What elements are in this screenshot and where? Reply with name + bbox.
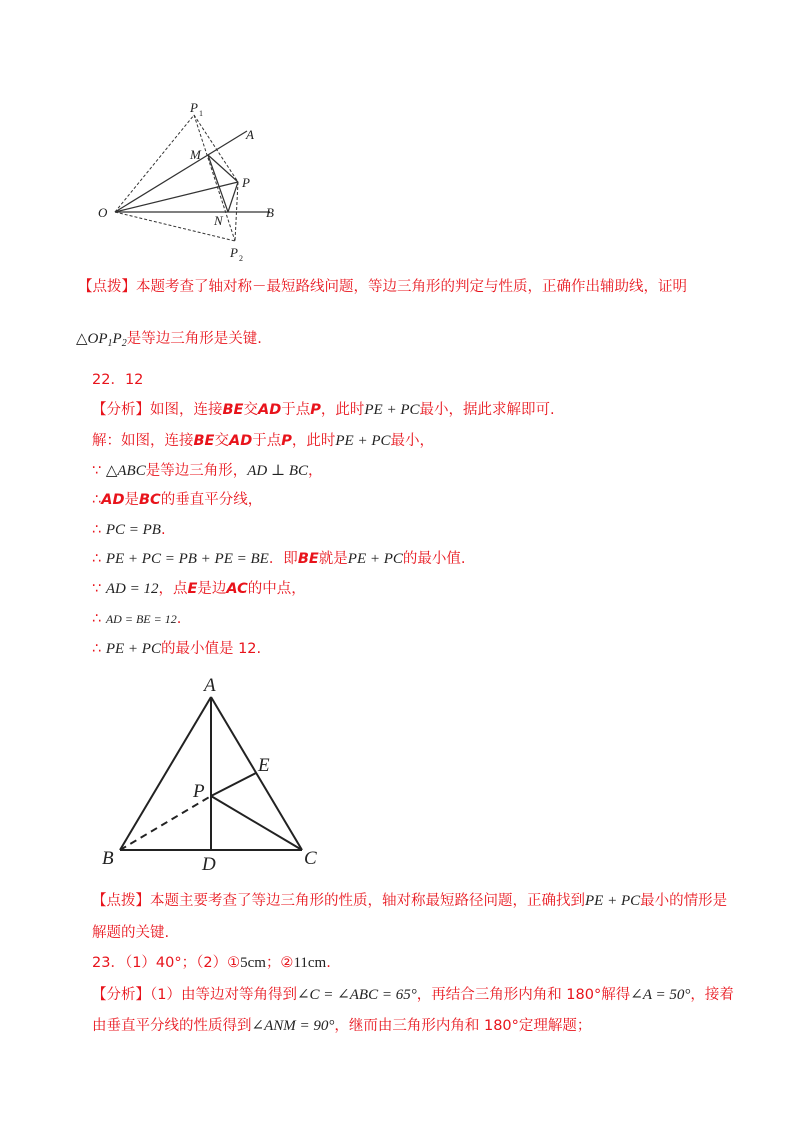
note1-text2: 是等边三角形是关键. (126, 331, 262, 347)
label-p: P (193, 781, 205, 802)
figure-equilateral-triangle (96, 672, 336, 882)
q22-analysis-t1: 如图，连接 (150, 402, 223, 418)
note2-bracket: 【点拨】 (92, 893, 150, 909)
side-ac (211, 697, 302, 850)
q22-line1 (92, 461, 323, 481)
q22-sol-t3: 于点 (252, 433, 282, 449)
q22-line2 (92, 490, 262, 510)
therefore-symbol: ∴ (92, 641, 102, 657)
q22-l4-t3: 的最小值. (402, 551, 466, 567)
because-symbol: ∵ (92, 463, 102, 479)
q22-l3-expr: PC = PB (105, 522, 161, 538)
note1-line2 (76, 329, 262, 354)
q22-line3 (92, 520, 166, 540)
q22-analysis-bracket: 【分析】 (92, 402, 150, 418)
q22-line7 (92, 639, 261, 659)
q22-analysis-be: BE (222, 402, 244, 418)
segment-pe (211, 773, 256, 796)
note1-sub2: 2 (121, 338, 127, 349)
q22-analysis (92, 400, 555, 420)
q22-analysis-t3: 于点 (281, 402, 311, 418)
label-a: A (246, 127, 254, 142)
note1-sub1: 1 (107, 338, 113, 349)
q23-answer (92, 953, 331, 973)
label-c: C (304, 848, 317, 869)
label-b: B (102, 848, 114, 869)
q23-analysis-expr2: ∠A = 50° (630, 987, 691, 1003)
side-ab (120, 697, 211, 850)
figure-symmetry-diagram (90, 95, 300, 265)
q22-sol-t4: ，此时 (291, 433, 336, 449)
q23-a1: 5cm (240, 955, 266, 971)
q22-l2-ad: AD (101, 492, 125, 508)
label-n: N (214, 213, 223, 228)
q22-l5-t3: 的中点， (247, 581, 306, 597)
q22-line6 (92, 609, 181, 629)
label-a: A (204, 675, 216, 696)
q22-analysis-p: P (310, 402, 321, 418)
q22-sol-be: BE (193, 433, 215, 449)
dash-pb (120, 796, 211, 850)
label-o: O (98, 205, 108, 220)
therefore-symbol: ∴ (92, 522, 102, 538)
q22-l2-bc: BC (139, 492, 161, 508)
q22-l5-e: E (187, 581, 198, 597)
q22-l4-be: BE (297, 551, 319, 567)
q22-l6-expr: AD = BE = 12 (105, 612, 177, 626)
note1-text1: 本题考查了轴对称－最短路线问题，等边三角形的判定与性质，正确作出辅助线，证明 (136, 279, 687, 295)
therefore-symbol: ∴ (92, 551, 102, 567)
q22-l1-expr: AD ⊥ BC (247, 463, 308, 479)
therefore-symbol: ∴ (92, 611, 102, 627)
q22-l4-expr: PE + PC = PB + PE = BE (105, 551, 269, 567)
q22-l5-ac: AC (226, 581, 248, 597)
q22-l1-t2: ， (308, 463, 323, 479)
q22-sol-t5: 最小， (390, 433, 434, 449)
q22-l5-t1: ，点 (158, 581, 188, 597)
q23-analysis-expr3: ∠ANM = 90° (251, 1018, 335, 1034)
q23-analysis-t2: ，再结合三角形内角和 180°解得 (416, 987, 631, 1003)
q22-sol-ad: AD (228, 433, 253, 449)
q22-analysis-t2: 交 (243, 402, 258, 418)
q22-sol-p: P (281, 433, 292, 449)
q23-analysis-bracket: 【分析】 (92, 987, 150, 1003)
because-symbol: ∵ (92, 581, 102, 597)
label-b: B (266, 205, 274, 220)
q22-l5-expr: AD = 12 (105, 581, 159, 597)
q23-t2: ；② (265, 955, 294, 971)
note1-bracket: 【点拨】 (78, 279, 136, 295)
therefore-symbol: ∴ (92, 492, 102, 508)
q22-sol-expr: PE + PC (335, 433, 391, 449)
label-e: E (258, 755, 270, 776)
q23-analysis-t1: （1）由等边对等角得到 (150, 987, 297, 1003)
label-p1-sub: 1 (199, 109, 203, 118)
q22-analysis-t4: ，此时 (320, 402, 365, 418)
note1-line1 (78, 277, 687, 297)
q22-number: 22．12 (92, 372, 144, 388)
segment-pc (211, 796, 302, 850)
q22-l4-t2: 就是 (318, 551, 348, 567)
q23-analysis-line1 (92, 985, 734, 1005)
note2-line2: 解题的关键. (92, 925, 170, 941)
q22-l6-t1: . (176, 611, 182, 627)
q22-l1-tri: △ABC (105, 463, 146, 479)
q22-solution (92, 431, 434, 451)
q23-analysis-expr1: ∠C = ∠ABC = 65° (296, 987, 417, 1003)
q22-line5 (92, 579, 306, 599)
q22-analysis-expr: PE + PC (364, 402, 420, 418)
q23-analysis-t5: ，继而由三角形内角和 180°定理解题； (334, 1018, 592, 1034)
q22-l1-t1: 是等边三角形， (145, 463, 248, 479)
q22-sol-t1: 解：如图，连接 (92, 433, 194, 449)
label-p2: P (230, 245, 238, 260)
q22-l3-t1: . (160, 522, 166, 538)
q22-l7-t1: 的最小值是 12. (160, 641, 262, 657)
q22-l5-t2: 是边 (197, 581, 227, 597)
q23-analysis-t3: ，接着 (690, 987, 734, 1003)
label-p: P (242, 175, 250, 190)
q22-l2-t1: 是 (124, 492, 139, 508)
q23-a2: 11cm (293, 955, 327, 971)
q22-l2-t2: 的垂直平分线， (160, 492, 263, 508)
q22-l4-expr2: PE + PC (347, 551, 403, 567)
note2-t2: 最小的情形是 (640, 893, 728, 909)
q23-t3: . (326, 955, 331, 971)
q22-analysis-ad: AD (257, 402, 282, 418)
q22-l7-expr: PE + PC (105, 641, 161, 657)
dash-op1 (115, 115, 194, 212)
note1-triangle: △OP (76, 331, 108, 347)
note1-p: P (112, 331, 122, 347)
q23-analysis-line2 (92, 1016, 591, 1036)
q22-l4-t1: ．即 (268, 551, 298, 567)
q23-analysis-t4: 由垂直平分线的性质得到 (92, 1018, 252, 1034)
note2-line1 (92, 891, 727, 911)
label-p1: P (190, 100, 198, 115)
label-p2-sub: 2 (239, 254, 243, 263)
label-m: M (190, 147, 201, 162)
q22-line4 (92, 549, 466, 569)
note2-expr: PE + PC (585, 893, 641, 909)
q23-t1: 23．（1）40°；（2）① (92, 955, 241, 971)
label-d: D (202, 854, 216, 875)
q22-sol-t2: 交 (214, 433, 229, 449)
q22-analysis-t5: 最小，据此求解即可. (419, 402, 555, 418)
note2-t1: 本题主要考查了等边三角形的性质，轴对称最短路径问题，正确找到 (150, 893, 585, 909)
